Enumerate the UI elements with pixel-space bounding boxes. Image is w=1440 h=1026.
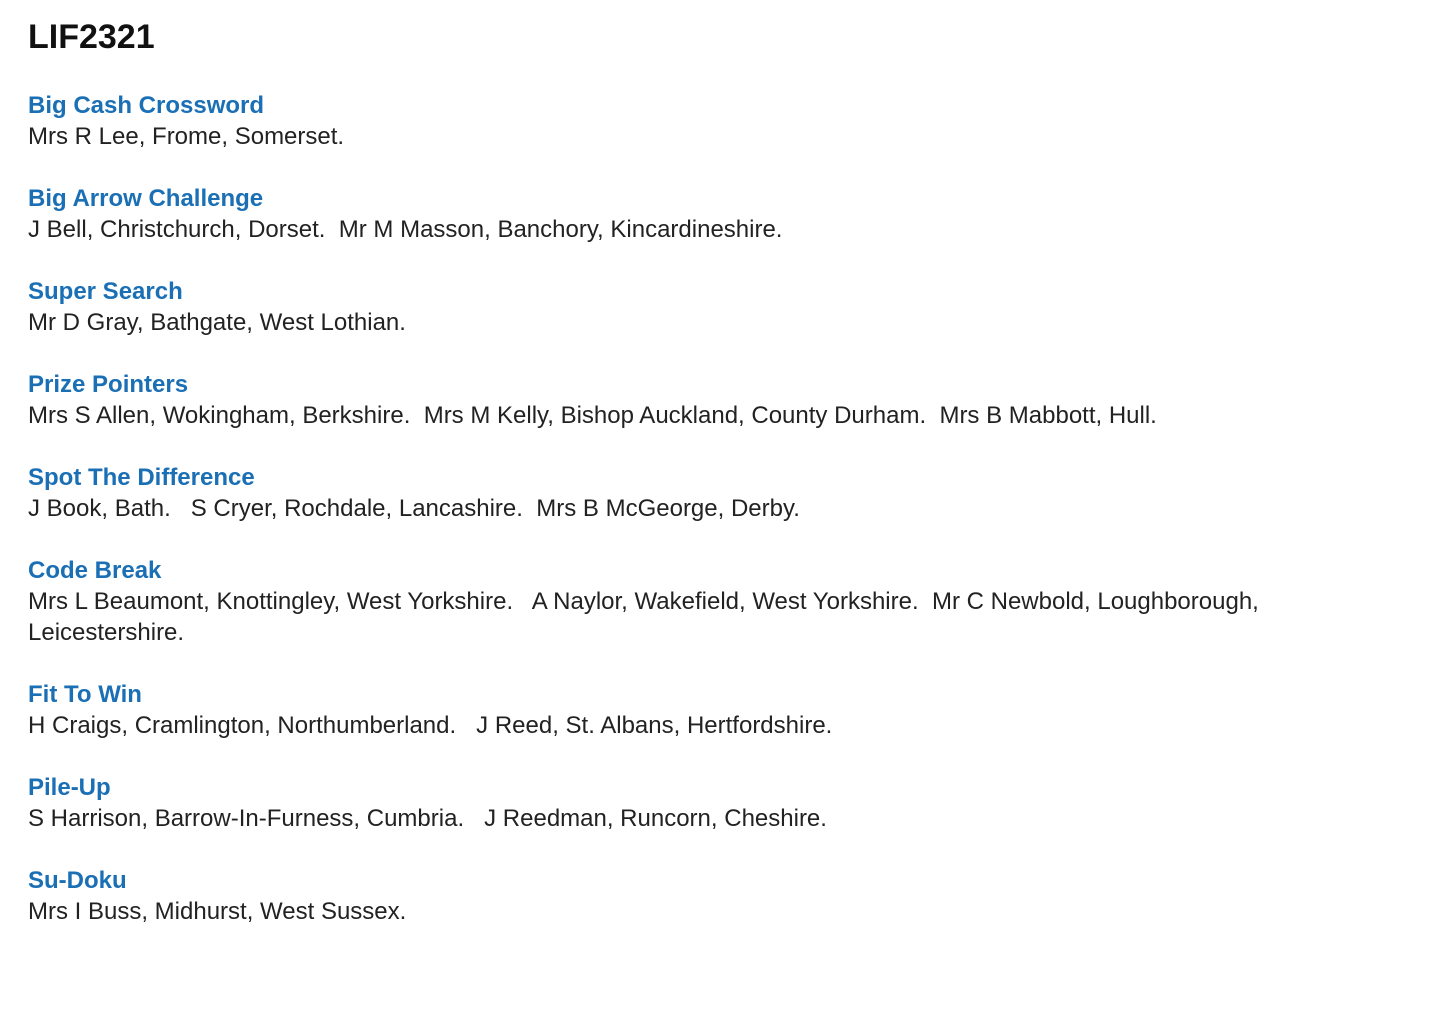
winners-list: S Harrison, Barrow-In-Furness, Cumbria. J Reedman, Runcorn, Cheshire. [28,805,827,832]
section-heading: Su-Doku [28,867,127,894]
section-code-break [28,555,1412,648]
section-fit-to-win [28,679,1412,741]
winners-list: Mr D Gray, Bathgate, West Lothian. [28,309,406,336]
section-heading: Pile-Up [28,774,111,801]
winners-list: Mrs I Buss, Midhurst, West Sussex. [28,898,407,925]
winners-list: Mrs S Allen, Wokingham, Berkshire. Mrs M Kelly, Bishop Auckland, County Durham. Mrs B Mabbott, Hull. [28,402,1157,429]
section-spot-the-difference [28,462,1412,524]
winners-list: Mrs L Beaumont, Knottingley, West Yorkshire. A Naylor, Wakefield, West Yorkshire. Mr C Newbold, Loughborough, Leicestershire. [28,588,1266,646]
section-heading: Fit To Win [28,681,142,708]
winners-list: H Craigs, Cramlington, Northumberland. J Reed, St. Albans, Hertfordshire. [28,712,833,739]
section-heading: Spot The Difference [28,464,255,491]
section-heading: Super Search [28,278,183,305]
page-title: LIF2321 [28,18,155,56]
section-big-arrow-challenge [28,183,1412,245]
winners-list: J Bell, Christchurch, Dorset. Mr M Masson, Banchory, Kincardineshire. [28,216,783,243]
section-heading: Big Arrow Challenge [28,185,264,212]
winners-list: J Book, Bath. S Cryer, Rochdale, Lancashire. Mrs B McGeorge, Derby. [28,495,800,522]
section-heading: Big Cash Crossword [28,92,265,119]
section-heading: Code Break [28,557,162,584]
section-heading: Prize Pointers [28,371,189,398]
section-prize-pointers [28,369,1412,431]
winners-list: Mrs R Lee, Frome, Somerset. [28,123,345,150]
section-super-search [28,276,1412,338]
section-pile-up [28,772,1412,834]
section-su-doku [28,865,1412,927]
section-big-cash-crossword [28,90,1412,152]
